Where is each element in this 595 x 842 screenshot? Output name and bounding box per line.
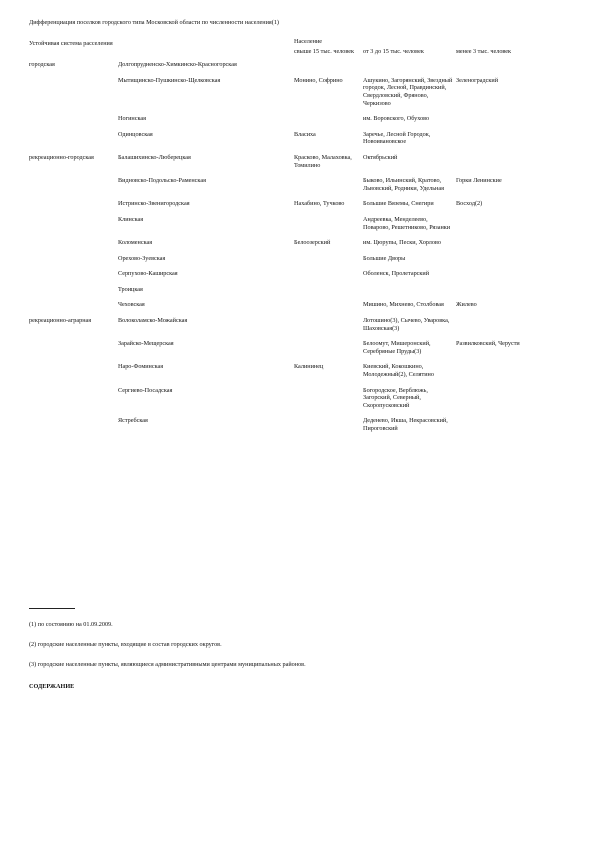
page-title: Дифференциация поселков городского типа Московской области по численности населения(1) [29,19,279,26]
cell-system-type [29,216,118,239]
contents-link[interactable]: СОДЕРЖАНИЕ [29,683,75,690]
table-row [29,239,569,255]
cell-more-15: Калининец [294,363,324,371]
table-row [29,131,569,154]
cell-more-15: Белоозерский [294,239,331,247]
cell-3-to-15: Киевский, Кокошкино, Молодежный(2), Селятино [363,363,434,379]
cell-3-to-15: Быково, Ильинский, Кратово, Львовский, Родники, Удельная [363,177,444,192]
cell-system-name: Клинская [118,215,144,223]
cell-3-to-15: Октябрьский [363,153,398,161]
cell-more-15: Нахабино, Тучково [294,200,345,208]
table-row [29,61,569,77]
cell-3-to-15: Лотошино(3), Сычево, Уваровка, Шаховская(3) [363,317,450,332]
cell-system-type [29,301,118,317]
header-less-3: менее 3 тыс. человек [456,47,512,55]
table-row [29,255,569,271]
cell-3-to-15: Большие Дворы [363,254,406,262]
cell-more-15 [294,301,363,317]
cell-less-3 [456,131,569,154]
cell-less-3 [456,61,569,77]
cell-system-type [29,363,118,386]
cell-more-15 [294,417,363,440]
footnote-divider [29,608,75,609]
cell-system-name: Ногинская [118,115,146,123]
cell-3-to-15: Большие Вяземы, Снегири [363,200,434,208]
cell-system-name: Мытищинско-Пушкинско-Щелковская [118,76,221,84]
cell-3-to-15 [363,286,456,302]
table-row [29,363,569,386]
cell-more-15 [294,317,363,340]
cell-system-type [29,77,118,115]
cell-more-15 [294,177,363,200]
cell-more-15 [294,387,363,418]
cell-3-to-15: Оболенск, Пролетарский [363,270,430,278]
cell-more-15 [294,255,363,271]
footnote-2: (2) городские населенные пункты, входящие в состав городских округов. [29,641,222,648]
header-system: Устойчивая система расселения [29,40,113,48]
cell-system-name: Серпухово-Каширская [118,270,178,278]
cell-less-3: Горки Ленинские [456,177,502,185]
cell-more-15: Власиха [294,130,316,138]
cell-less-3 [456,363,569,386]
cell-3-to-15: им. Воровского, Обухово [363,115,430,123]
cell-less-3 [456,115,569,131]
cell-system-type [29,115,118,131]
cell-less-3 [456,286,569,302]
table-row [29,154,569,177]
table-row [29,77,569,115]
cell-3-to-15: Белоомут, Мишеронский, Серебряные Пруды(3) [363,340,431,355]
cell-less-3 [456,239,569,255]
cell-more-15 [294,270,363,286]
cell-3-to-15: им. Цюрупы, Пески, Хорлово [363,239,441,247]
cell-less-3: Зеленоградский [456,76,499,84]
cell-more-15: Монино, Софрино [294,76,343,84]
cell-less-3: Развилковский, Черусти [456,340,520,348]
table-row [29,387,569,418]
table-row [29,200,569,216]
cell-system-name: Видновско-Подольско-Раменская [118,177,206,185]
cell-3-to-15: Деденево, Икша, Некрасовский, Пироговский [363,417,448,432]
cell-system-name: Волоколамско-Можайская [118,317,188,325]
cell-system-type [29,286,118,302]
table-row [29,317,569,340]
cell-system-name: Наро-Фоминская [118,363,164,371]
table-row [29,177,569,200]
header-population: Население [294,38,323,45]
cell-system-name: Орехово-Зуевская [118,254,166,262]
cell-less-3 [456,154,569,177]
table-row [29,417,569,440]
cell-more-15: Красково, Малаховка, Томилино [294,153,352,169]
cell-3-to-15: Андреевка, Менделеево, Поварово, Решетниково, Рязанки [363,215,451,231]
cell-system-name: Коломенская [118,239,153,247]
header-more-15: свыше 15 тыс. человек [294,47,355,55]
cell-more-15 [294,340,363,363]
cell-less-3 [456,317,569,340]
table-row [29,115,569,131]
cell-system-type [29,131,118,154]
settlement-table [29,38,569,441]
cell-system-name: Ястребская [118,417,148,425]
cell-system-type [29,340,118,363]
cell-more-15 [294,115,363,131]
cell-more-15 [294,216,363,239]
table-row [29,286,569,302]
footnote-1: (1) по состоянию на 01.09.2009. [29,621,113,628]
cell-less-3 [456,255,569,271]
cell-system-type: рекреационно-аграрная [29,317,92,325]
table-header-row-1 [29,38,569,48]
cell-system-type [29,177,118,200]
cell-3-to-15: Богородское, Верблюжь, Загорский, Северный, Скоропусковский [363,386,428,409]
cell-system-type [29,270,118,286]
header-3-to-15: от 3 до 15 тыс. человек [363,47,424,55]
cell-system-type: городская [29,61,55,69]
cell-3-to-15: Мишино, Михнево, Столбовая [363,301,444,309]
footnote-3: (3) городские населенные пункты, являющиеся административными центрами муниципальных районов. [29,661,306,668]
cell-3-to-15: Заречье, Лесной Городок, Новоивановское [363,130,431,146]
cell-system-type [29,417,118,440]
table-row [29,216,569,239]
cell-less-3: Восход(2) [456,200,483,208]
cell-system-name: Зарайско-Мещерская [118,340,174,348]
cell-system-name: Балашихинско-Люберецкая [118,153,191,161]
cell-less-3 [456,417,569,440]
cell-system-name: Долгопрудненско-Химкинско-Красногорская [118,61,237,69]
cell-system-name: Троицкая [118,285,143,293]
cell-3-to-15: Ашукино, Загорянский, Звездный городок, Лесной, Правдинский, Свердловский, Фряново, Черкизово [363,76,453,107]
cell-system-type [29,239,118,255]
cell-less-3: Жилево [456,301,477,309]
cell-system-type [29,387,118,418]
cell-less-3 [456,216,569,239]
cell-less-3 [456,387,569,418]
table-row [29,270,569,286]
cell-system-type [29,200,118,216]
cell-system-type [29,255,118,271]
cell-3-to-15 [363,61,456,77]
cell-system-name: Истринско-Звенигородская [118,200,190,208]
cell-system-name: Сергиево-Посадская [118,386,173,394]
cell-system-type: рекреационно-городская [29,153,94,161]
cell-more-15 [294,286,363,302]
cell-less-3 [456,270,569,286]
table-row [29,340,569,363]
cell-system-name: Чеховская [118,301,145,309]
table-row [29,301,569,317]
cell-system-name: Одинцовская [118,130,153,138]
cell-more-15 [294,61,363,77]
